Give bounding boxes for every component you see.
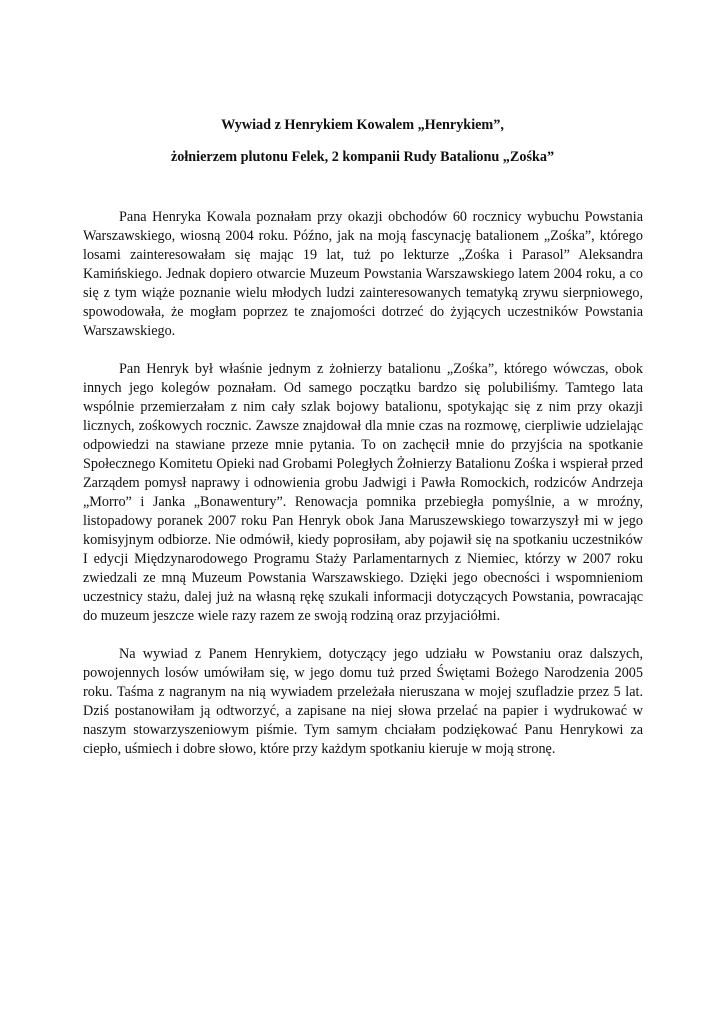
- document-title: [80, 116, 645, 167]
- title-line-2: żołnierzem plutonu Felek, 2 kompanii Rudy Batalionu „Zośka”: [170, 149, 555, 165]
- title-line-1: Wywiad z Henrykiem Kowalem „Henrykiem”,: [221, 117, 504, 133]
- document-body: [83, 208, 643, 759]
- paragraph-3: Na wywiad z Panem Henrykiem, dotyczący jego udziału w Powstaniu oraz dalszych, powojennych losów umówiłam się, w jego domu tuż przed Świętami Bożego Narodzenia 2005 roku. Taśma z nagranym na nią wywiadem przeleżała nieruszana w mojej szufladzie przez 5 lat. Dziś postanowiłam ją odtworzyć, a zapisane na niej słowa przelać na papier i wydrukować w naszym stowarzyszeniowym piśmie. Tym samym chciałam podziękować Panu Henrykowi za ciepło, uśmiech i dobre słowo, które przy każdym spotkaniu kieruje w moją stronę.: [83, 646, 643, 757]
- paragraph-2: Pan Henryk był właśnie jednym z żołnierzy batalionu „Zośka”, którego wówczas, obok innych jego kolegów poznałam. Od samego początku bardzo się polubiliśmy. Tamtego lata wspólnie przemierzałam z nim cały szlak bojowy batalionu, spotykając się z nim przy okazji licznych, zośkowych rocznic. Zawsze znajdował dla mnie czas na rozmowę, cierpliwie udzielając odpowiedzi na stawiane przeze mnie pytania. To on zachęcił mnie do przyjścia na spotkanie Społecznego Komitetu Opieki nad Grobami Poległych Żołnierzy Batalionu Zośka i wspierał przed Zarządem pomysł naprawy i odnowienia grobu Jadwigi i Pawła Romockich, rodziców Andrzeja „Morro” i Janka „Bonawentury”. Renowacja pomnika przebiegła pomyślnie, a w mroźny, listopadowy poranek 2007 roku Pan Henryk obok Jana Maruszewskiego towarzyszył mi w jego komisyjnym odbiorze. Nie odmówił, kiedy poprosiłam, aby pojawił się na spotkaniu uczestników I edycji Międzynarodowego Programu Staży Parlamentarnych z Niemiec, którzy w 2007 roku zwiedzali ze mną Muzeum Powstania Warszawskiego. Dzięki jego obecności i wspomnieniom uczestnicy stażu, dalej już na własną rękę szukali informacji dotyczących Powstania, powracając do muzeum jeszcze wiele razy razem ze swoją rodziną oraz przyjaciółmi.: [83, 361, 643, 624]
- paragraph-1: Pana Henryka Kowala poznałam przy okazji obchodów 60 rocznicy wybuchu Powstania Warszawskiego, wiosną 2004 roku. Późno, jak na moją fascynację batalionem „Zośka”, którego losami zainteresowałam się mając 19 lat, tuż po lekturze „Zośka i Parasol” Aleksandra Kamińskiego. Jednak dopiero otwarcie Muzeum Powstania Warszawskiego latem 2004 roku, a co się z tym wiąże poznanie wielu młodych ludzi zainteresowanych tematyką zrywu sierpniowego, spowodowała, że mogłam poprzez te znajomości dotrzeć do żyjących uczestników Powstania Warszawskiego.: [83, 209, 643, 339]
